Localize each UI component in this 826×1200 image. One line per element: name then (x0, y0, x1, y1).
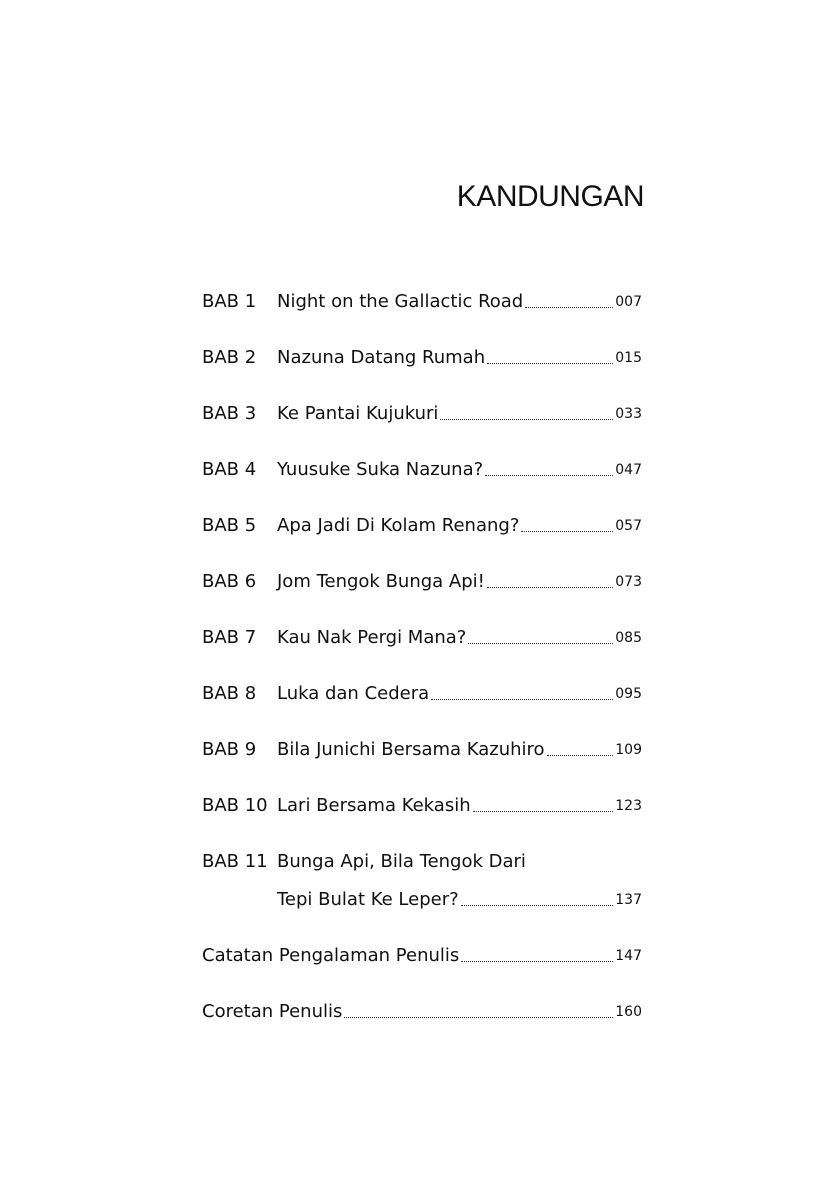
toc-entry-bab-2[interactable] (202, 332, 642, 368)
chapter-number: BAB 9 (202, 739, 257, 760)
page-number: 033 (615, 406, 642, 422)
page-number: 095 (615, 686, 642, 702)
chapter-number: BAB 1 (202, 291, 257, 312)
toc-entry-bab-6[interactable] (202, 556, 642, 592)
chapter-title: Yuusuke Suka Nazuna? (277, 459, 484, 480)
toc-entry-bab-3[interactable] (202, 388, 642, 424)
chapter-title: Bila Junichi Bersama Kazuhiro (277, 739, 545, 760)
chapter-number: BAB 3 (202, 403, 257, 424)
dot-leader (431, 699, 613, 700)
chapter-title: Nazuna Datang Rumah (277, 347, 486, 368)
chapter-number: BAB 2 (202, 347, 257, 368)
chapter-title: Lari Bersama Kekasih (277, 795, 471, 816)
dot-leader (487, 363, 613, 364)
toc-entry-coretan-penulis[interactable] (202, 986, 642, 1022)
chapter-title: Apa Jadi Di Kolam Renang? (277, 515, 520, 536)
page-number: 007 (615, 294, 642, 310)
page-number: 137 (615, 892, 642, 908)
page-number: 147 (615, 948, 642, 964)
page-title: KANDUNGAN (456, 180, 644, 213)
toc-entry-bab-1[interactable] (202, 276, 642, 312)
chapter-title-line-1 (202, 836, 642, 872)
chapter-title: Ke Pantai Kujukuri (277, 403, 439, 424)
section-title: Coretan Penulis (202, 1001, 343, 1022)
page-number: 015 (615, 350, 642, 366)
chapter-number: BAB 10 (202, 795, 268, 816)
chapter-number: BAB 5 (202, 515, 257, 536)
dot-leader (485, 475, 613, 476)
chapter-title-line-2 (202, 872, 642, 910)
chapter-title: Jom Tengok Bunga Api! (277, 571, 485, 592)
dot-leader (473, 811, 614, 812)
chapter-number: BAB 11 (202, 851, 268, 872)
chapter-title: Luka dan Cedera (277, 683, 430, 704)
page-number: 160 (615, 1004, 642, 1020)
chapter-title: Night on the Gallactic Road (277, 291, 524, 312)
dot-leader (344, 1017, 613, 1018)
dot-leader (525, 307, 613, 308)
dot-leader (461, 961, 613, 962)
page-number: 085 (615, 630, 642, 646)
toc-entry-bab-7[interactable] (202, 612, 642, 648)
page-number: 073 (615, 574, 642, 590)
page-number: 047 (615, 462, 642, 478)
dot-leader (521, 531, 613, 532)
toc-entry-bab-8[interactable] (202, 668, 642, 704)
section-title: Catatan Pengalaman Penulis (202, 945, 460, 966)
dot-leader (461, 905, 614, 906)
toc-entry-bab-5[interactable] (202, 500, 642, 536)
dot-leader (547, 755, 614, 756)
table-of-contents (202, 276, 642, 1042)
dot-leader (468, 643, 613, 644)
chapter-title: Bunga Api, Bila Tengok Dari (277, 851, 526, 872)
toc-entry-bab-9[interactable] (202, 724, 642, 760)
toc-entry-bab-10[interactable] (202, 780, 642, 816)
toc-entry-bab-11[interactable] (202, 836, 642, 910)
chapter-title: Kau Nak Pergi Mana? (277, 627, 467, 648)
chapter-number: BAB 8 (202, 683, 257, 704)
chapter-number: BAB 4 (202, 459, 257, 480)
toc-entry-catatan-pengalaman-penulis[interactable] (202, 930, 642, 966)
page-number: 109 (615, 742, 642, 758)
page-number: 123 (615, 798, 642, 814)
dot-leader (487, 587, 613, 588)
chapter-title-continued: Tepi Bulat Ke Leper? (277, 889, 459, 910)
dot-leader (440, 419, 613, 420)
chapter-number: BAB 7 (202, 627, 257, 648)
toc-entry-bab-4[interactable] (202, 444, 642, 480)
page-number: 057 (615, 518, 642, 534)
chapter-number: BAB 6 (202, 571, 257, 592)
